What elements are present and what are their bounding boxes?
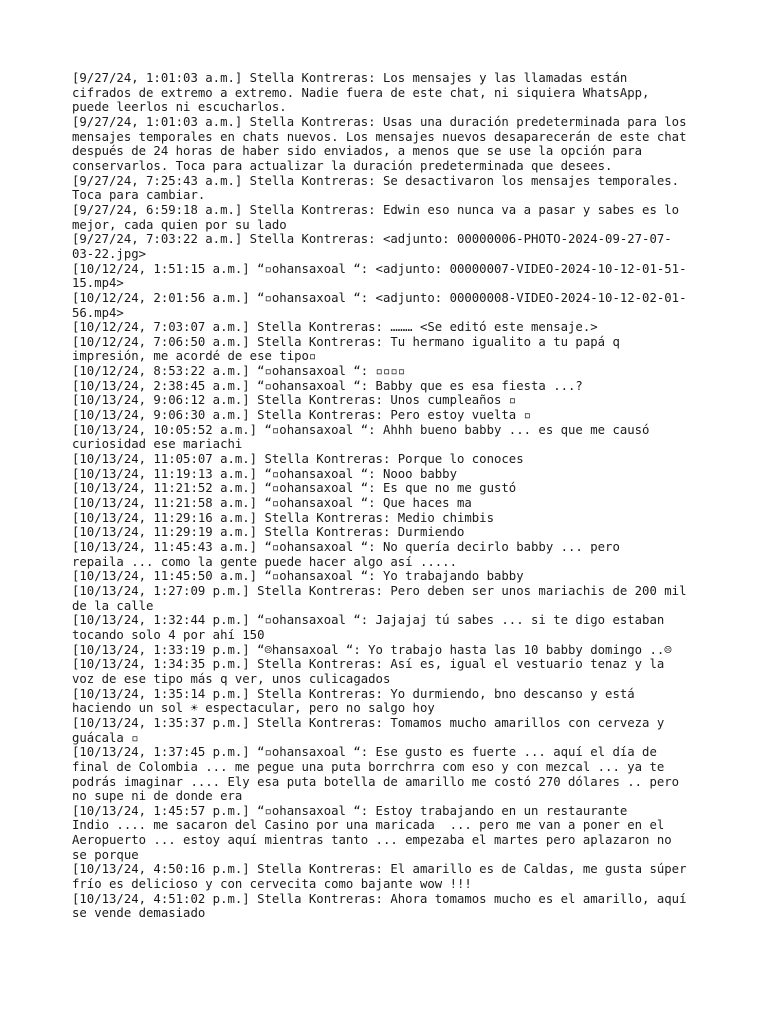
chat-message: [9/27/24, 7:25:43 a.m.] Stella Kontreras: Se desactivaron los mensajes temporales. Toca para cambiar. xyxy=(72,173,680,203)
chat-message: [9/27/24, 7:03:22 a.m.] Stella Kontreras: <adjunto: 00000006-PHOTO-2024-09-27-07- 03-22.jpg> xyxy=(72,232,672,261)
chat-message: [10/13/24, 1:35:14 p.m.] Stella Kontreras: Yo durmiendo, bno descanso y está haciendo un sol ☀ espectacular, pero no salgo hoy xyxy=(72,686,635,716)
chat-message: [10/13/24, 4:50:16 p.m.] Stella Kontreras: El amarillo es de Caldas, me gusta súper frío es delicioso y con cervecita como bajante wow !!! xyxy=(72,862,687,892)
chat-message: [10/13/24, 11:45:50 a.m.] “▫ohansaxoal “: Yo trabajando babby xyxy=(72,569,524,584)
chat-message: [10/12/24, 2:01:56 a.m.] “▫ohansaxoal “: <adjunto: 00000008-VIDEO-2024-10-12-02-01- 56.mp4> xyxy=(72,290,687,320)
chat-message: [10/13/24, 10:05:52 a.m.] “▫ohansaxoal “: Ahhh bueno babby ... es que me causó curiosidad ese mariachi xyxy=(72,422,650,452)
chat-message: [10/13/24, 11:19:13 a.m.] “▫ohansaxoal “: Nooo babby xyxy=(72,466,457,481)
chat-message: [10/13/24, 11:29:16 a.m.] Stella Kontreras: Medio chimbis xyxy=(72,510,494,525)
chat-message: [10/13/24, 1:45:57 p.m.] “▫ohansaxoal “: Estoy trabajando en un restaurante Indio .... me sacaron del Casino por una maricada ... pero me van a poner en el Aeropuerto ... estoy aquí mientras tanto ... empezaba el martes pero aplazaron no se porque xyxy=(72,803,672,862)
chat-message: [10/13/24, 11:05:07 a.m.] Stella Kontreras: Porque lo conoces xyxy=(72,452,524,467)
chat-message: [10/12/24, 7:06:50 a.m.] Stella Kontreras: Tu hermano igualito a tu papá q impresión, me acordé de ese tipo▫ xyxy=(72,334,620,364)
chat-message: [10/13/24, 1:35:37 p.m.] Stella Kontreras: Tomamos mucho amarillos con cerveza y guácala ▫ xyxy=(72,715,665,745)
chat-message: [10/13/24, 1:37:45 p.m.] “▫ohansaxoal “: Ese gusto es fuerte ... aquí el día de final de Colombia ... me pegue una puta borrchrra com eso y con mezcal ... ya te podrás imaginar .... Ely esa puta botella de amarillo me costó 270 dólares .. pero no supe ni de donde era xyxy=(72,745,680,804)
chat-message: [10/13/24, 1:27:09 p.m.] Stella Kontreras: Pero deben ser unos mariachis de 200 mil de la calle xyxy=(72,583,687,613)
chat-message: [10/13/24, 1:32:44 p.m.] “▫ohansaxoal “: Jajajaj tú sabes ... si te digo estaban tocando solo 4 por ahí 150 xyxy=(72,613,665,642)
chat-message: [10/13/24, 2:38:45 a.m.] “▫ohansaxoal “: Babby que es esa fiesta ...? xyxy=(72,378,583,393)
chat-message: [10/12/24, 1:51:15 a.m.] “▫ohansaxoal “: <adjunto: 00000007-VIDEO-2024-10-12-01-51- 15.mp4> xyxy=(72,261,687,291)
chat-message: [9/27/24, 1:01:03 a.m.] Stella Kontreras: Los mensajes y las llamadas están cifrados de extremo a extremo. Nadie fuera de este chat, ni siquiera WhatsApp, puede leerlos ni escucharlos. xyxy=(72,71,650,115)
chat-message: [10/13/24, 1:33:19 p.m.] “☹hansaxoal “: Yo trabajo hasta las 10 babby domingo ..☹ xyxy=(72,642,672,657)
chat-message: [9/27/24, 1:01:03 a.m.] Stella Kontreras: Usas una duración predeterminada para los mensajes temporales en chats nuevos. Los mensajes nuevos desaparecerán de este chat después de 24 horas de haber sido enviados, a menos que se use la opción para conservarlos. Toca para actualizar la duración predeterminada que desees. xyxy=(72,114,687,173)
chat-message: [10/12/24, 7:03:07 a.m.] Stella Kontreras: ……… <Se editó este mensaje.> xyxy=(72,320,598,335)
chat-message: [10/13/24, 1:34:35 p.m.] Stella Kontreras: Así es, igual el vestuario tenaz y la voz de ese tipo más q ver, unos culicagados xyxy=(72,657,665,686)
chat-message: [10/12/24, 8:53:22 a.m.] “▫ohansaxoal “: ▫▫▫▫ xyxy=(72,364,406,379)
chat-message: [10/13/24, 11:45:43 a.m.] “▫ohansaxoal “: No quería decirlo babby ... pero repaila ... como la gente puede hacer algo así ..... xyxy=(72,540,620,569)
chat-message: [10/13/24, 11:29:19 a.m.] Stella Kontreras: Durmiendo xyxy=(72,525,465,540)
chat-message: [10/13/24, 11:21:52 a.m.] “▫ohansaxoal “: Es que no me gustó xyxy=(72,481,517,496)
chat-message: [10/13/24, 9:06:30 a.m.] Stella Kontreras: Pero estoy vuelta ▫ xyxy=(72,408,532,423)
chat-message: [10/13/24, 11:21:58 a.m.] “▫ohansaxoal “: Que haces ma xyxy=(72,496,472,511)
chat-transcript xyxy=(72,71,702,921)
chat-message: [10/13/24, 4:51:02 p.m.] Stella Kontreras: Ahora tomamos mucho es el amarillo, aquí se vende demasiado xyxy=(72,891,687,921)
chat-message: [10/13/24, 9:06:12 a.m.] Stella Kontreras: Unos cumpleaños ▫ xyxy=(72,393,517,408)
chat-message: [9/27/24, 6:59:18 a.m.] Stella Kontreras: Edwin eso nunca va a pasar y sabes es lo mejor, cada quien por su lado xyxy=(72,202,680,232)
